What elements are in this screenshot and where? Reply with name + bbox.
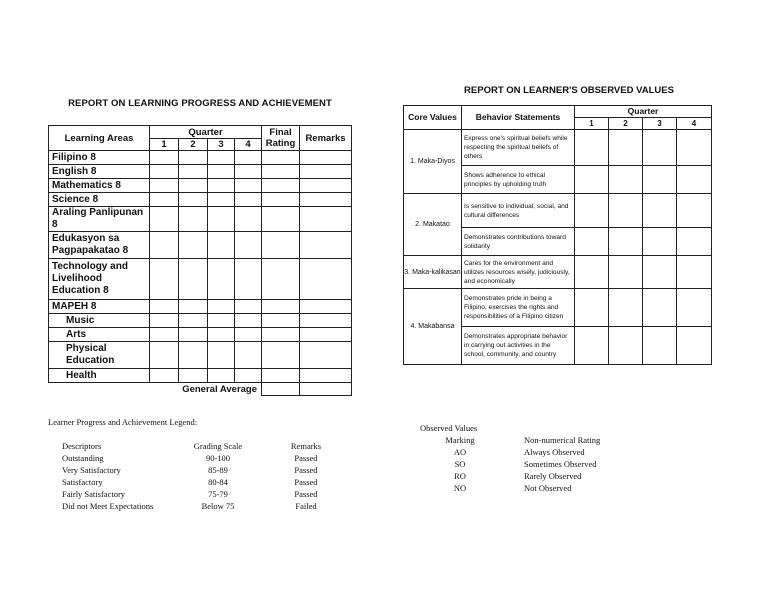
quarter-1-cell[interactable] <box>150 314 179 328</box>
behavior-statement: Demonstrates appropriate behavior in carrying out activities in the school, community, and country <box>462 327 575 365</box>
final-rating-cell[interactable] <box>262 314 300 328</box>
quarter-1-cell[interactable] <box>150 300 179 314</box>
subject-row <box>49 342 352 369</box>
value-quarter-4-cell[interactable] <box>677 228 712 256</box>
quarter-3-cell[interactable] <box>208 193 235 207</box>
subject-row <box>49 259 352 300</box>
quarter-4-cell[interactable] <box>235 165 262 179</box>
quarter-4-cell[interactable] <box>235 369 262 383</box>
legend-remarks: Passed <box>294 489 318 499</box>
values-table <box>403 105 712 365</box>
legend-grading-scale: 85-89 <box>208 465 228 475</box>
value-quarter-4-cell[interactable] <box>677 327 712 365</box>
quarter-2-cell[interactable] <box>179 232 208 259</box>
behavior-statement: Express one's spiritual beliefs while respecting the spiritual beliefs of others <box>462 130 575 166</box>
quarter-2-cell[interactable] <box>179 179 208 193</box>
value-quarter-3-cell[interactable] <box>643 327 677 365</box>
legend-remarks-header: Remarks <box>290 441 322 451</box>
value-quarter-2-cell[interactable] <box>609 256 643 289</box>
legend-descriptor: Satisfactory <box>62 477 103 487</box>
behavior-statement: Shows adherence to ethical principles by upholding truth <box>462 166 575 194</box>
value-quarter-3-cell[interactable] <box>643 166 677 194</box>
subject-row <box>49 151 352 165</box>
final-rating-cell[interactable] <box>262 232 300 259</box>
quarter-4-cell[interactable] <box>235 342 262 369</box>
quarter-4-cell[interactable] <box>235 151 262 165</box>
value-quarter-2-cell[interactable] <box>609 327 643 365</box>
legend-descriptor: Very Satisfactory <box>62 465 121 475</box>
subject-name: Edukasyon sa Pagpapakatao 8 <box>49 232 150 259</box>
value-quarter-4-cell[interactable] <box>677 289 712 327</box>
value-quarter-1-cell[interactable] <box>575 194 609 228</box>
legend-row <box>62 477 342 489</box>
value-quarter-3-cell[interactable] <box>643 256 677 289</box>
remarks-cell[interactable] <box>300 259 352 300</box>
quarter-2-cell[interactable] <box>179 259 208 300</box>
remarks-cell[interactable] <box>300 193 352 207</box>
quarter-2-cell[interactable] <box>179 207 208 232</box>
subject-name: English 8 <box>49 165 150 179</box>
quarter-1-header: 1 <box>150 139 179 151</box>
subject-name: Music <box>49 314 150 328</box>
learning-areas-header: Learning Areas <box>49 126 150 151</box>
final-rating-cell[interactable] <box>262 179 300 193</box>
quarter-1-cell[interactable] <box>150 328 179 342</box>
non-numerical-rating: Not Observed <box>524 483 572 493</box>
marking-code: SO <box>454 459 466 469</box>
quarter-3-cell[interactable] <box>208 300 235 314</box>
behavior-statements-header: Behavior Statements <box>462 106 575 130</box>
quarter-2-cell[interactable] <box>179 369 208 383</box>
behavior-row <box>404 289 712 327</box>
progress-report-title: REPORT ON LEARNING PROGRESS AND ACHIEVEMENT <box>68 98 332 109</box>
quarter-3-cell[interactable] <box>208 259 235 300</box>
progress-table <box>48 125 352 396</box>
quarter-4-cell[interactable] <box>235 193 262 207</box>
legend-descriptor: Outstanding <box>62 453 104 463</box>
remarks-cell[interactable] <box>300 151 352 165</box>
values-quarter-2-header: 2 <box>609 118 643 130</box>
value-quarter-2-cell[interactable] <box>609 289 643 327</box>
legend-grading-scale: 80-84 <box>208 477 228 487</box>
quarter-3-cell[interactable] <box>208 232 235 259</box>
final-rating-cell[interactable] <box>262 207 300 232</box>
quarter-4-cell[interactable] <box>235 259 262 300</box>
quarter-4-cell[interactable] <box>235 207 262 232</box>
non-numerical-rating: Always Observed <box>524 447 585 457</box>
quarter-3-cell[interactable] <box>208 165 235 179</box>
subject-row <box>49 314 352 328</box>
observed-values-title: Observed Values <box>420 423 478 433</box>
non-numerical-rating: Sometimes Observed <box>524 459 597 469</box>
behavior-statement: Cares for the environment and utilizes resources wisely, judiciously, and economically <box>462 256 575 289</box>
value-quarter-3-cell[interactable] <box>643 194 677 228</box>
values-quarter-4-header: 4 <box>677 118 712 130</box>
non-numerical-rating-header: Non-numerical Rating <box>524 435 601 445</box>
values-quarter-1-header: 1 <box>575 118 609 130</box>
remarks-cell[interactable] <box>300 328 352 342</box>
values-quarter-header: Quarter <box>575 106 712 118</box>
legend-grading-scale: Below 75 <box>201 501 235 511</box>
subject-row <box>49 232 352 259</box>
legend-descriptor: Fairly Satisfactory <box>62 489 126 499</box>
grading-scale-header: Grading Scale <box>193 441 243 451</box>
quarter-2-cell[interactable] <box>179 151 208 165</box>
quarter-4-cell[interactable] <box>235 300 262 314</box>
marking-code: NO <box>453 483 467 493</box>
quarter-2-cell[interactable] <box>179 328 208 342</box>
quarter-1-cell[interactable] <box>150 232 179 259</box>
core-value-label: 1. Maka-Diyos <box>404 130 462 194</box>
final-rating-cell[interactable] <box>262 165 300 179</box>
value-quarter-4-cell[interactable] <box>677 194 712 228</box>
quarter-2-header: 2 <box>179 139 208 151</box>
legend-row <box>62 501 342 513</box>
observed-legend-header-row <box>432 435 672 447</box>
subject-row <box>49 193 352 207</box>
remarks-cell[interactable] <box>300 369 352 383</box>
general-average-remarks-cell[interactable] <box>300 383 352 396</box>
legend-row <box>62 489 342 501</box>
final-rating-cell[interactable] <box>262 259 300 300</box>
quarter-3-cell[interactable] <box>208 328 235 342</box>
legend-row <box>62 453 342 465</box>
final-rating-cell[interactable] <box>262 151 300 165</box>
general-average-label: General Average <box>182 383 258 395</box>
observed-row <box>432 471 672 483</box>
subject-row <box>49 165 352 179</box>
remarks-cell[interactable] <box>300 314 352 328</box>
descriptors-header: Descriptors <box>62 441 102 451</box>
remarks-cell[interactable] <box>300 300 352 314</box>
core-value-label: 4. Makabansa <box>404 289 462 365</box>
marking-header: Marking <box>445 435 475 445</box>
quarter-3-cell[interactable] <box>208 314 235 328</box>
core-values-header: Core Values <box>404 106 462 130</box>
quarter-4-cell[interactable] <box>235 232 262 259</box>
quarter-3-cell[interactable] <box>208 151 235 165</box>
subject-name: Mathematics 8 <box>49 179 150 193</box>
quarter-header: Quarter <box>150 126 262 139</box>
remarks-cell[interactable] <box>300 207 352 232</box>
remarks-cell[interactable] <box>300 232 352 259</box>
legend-remarks: Passed <box>294 465 318 475</box>
marking-code: AO <box>453 447 467 457</box>
subject-name: Health <box>49 369 150 383</box>
value-quarter-2-cell[interactable] <box>609 194 643 228</box>
final-rating-cell[interactable] <box>262 328 300 342</box>
quarter-3-cell[interactable] <box>208 369 235 383</box>
value-quarter-2-cell[interactable] <box>609 166 643 194</box>
subject-name: Physical Education <box>49 342 150 369</box>
legend-grading-scale: 75-79 <box>208 489 228 499</box>
value-quarter-1-cell[interactable] <box>575 289 609 327</box>
quarter-4-cell[interactable] <box>235 314 262 328</box>
value-quarter-4-cell[interactable] <box>677 130 712 166</box>
final-rating-header: Final Rating <box>262 126 300 151</box>
legend-row <box>62 465 342 477</box>
remarks-header: Remarks <box>300 126 352 151</box>
subject-name: MAPEH 8 <box>49 300 150 314</box>
quarter-2-cell[interactable] <box>179 314 208 328</box>
quarter-1-cell[interactable] <box>150 342 179 369</box>
quarter-1-cell[interactable] <box>150 369 179 383</box>
observed-row <box>432 447 672 459</box>
subject-name: Filipino 8 <box>49 151 150 165</box>
remarks-cell[interactable] <box>300 342 352 369</box>
quarter-1-cell[interactable] <box>150 165 179 179</box>
quarter-3-cell[interactable] <box>208 179 235 193</box>
quarter-4-cell[interactable] <box>235 179 262 193</box>
final-rating-cell[interactable] <box>262 369 300 383</box>
progress-legend-header-row <box>62 441 342 453</box>
subject-row <box>49 328 352 342</box>
value-quarter-1-cell[interactable] <box>575 130 609 166</box>
final-rating-cell[interactable] <box>262 193 300 207</box>
subject-name: Science 8 <box>49 193 150 207</box>
value-quarter-3-cell[interactable] <box>643 289 677 327</box>
subject-row <box>49 369 352 383</box>
behavior-statement: Demonstrates contributions toward solidarity <box>462 228 575 256</box>
progress-legend-title: Learner Progress and Achievement Legend: <box>48 417 198 427</box>
final-rating-cell[interactable] <box>262 342 300 369</box>
values-report-title: REPORT ON LEARNER'S OBSERVED VALUES <box>464 85 674 96</box>
quarter-1-cell[interactable] <box>150 179 179 193</box>
quarter-1-cell[interactable] <box>150 207 179 232</box>
observed-row <box>432 483 672 495</box>
quarter-3-header: 3 <box>208 139 235 151</box>
value-quarter-1-cell[interactable] <box>575 256 609 289</box>
non-numerical-rating: Rarely Observed <box>524 471 582 481</box>
value-quarter-1-cell[interactable] <box>575 228 609 256</box>
core-value-label: 3. Maka-kalikasan <box>404 256 462 289</box>
quarter-2-cell[interactable] <box>179 193 208 207</box>
quarter-2-cell[interactable] <box>179 165 208 179</box>
subject-row <box>49 179 352 193</box>
value-quarter-2-cell[interactable] <box>609 130 643 166</box>
value-quarter-2-cell[interactable] <box>609 228 643 256</box>
behavior-row <box>404 130 712 166</box>
core-value-label: 2. Makatao <box>404 194 462 256</box>
quarter-2-cell[interactable] <box>179 300 208 314</box>
values-quarter-3-header: 3 <box>643 118 677 130</box>
observed-row <box>432 459 672 471</box>
legend-remarks: Passed <box>294 477 318 487</box>
value-quarter-4-cell[interactable] <box>677 256 712 289</box>
subject-row <box>49 207 352 232</box>
quarter-3-cell[interactable] <box>208 207 235 232</box>
quarter-3-cell[interactable] <box>208 342 235 369</box>
subject-name: Technology and Livelihood Education 8 <box>49 259 150 300</box>
quarter-4-header: 4 <box>235 139 262 151</box>
behavior-row <box>404 194 712 228</box>
value-quarter-3-cell[interactable] <box>643 130 677 166</box>
value-quarter-1-cell[interactable] <box>575 166 609 194</box>
subject-row <box>49 300 352 314</box>
legend-remarks: Failed <box>295 501 317 511</box>
remarks-cell[interactable] <box>300 179 352 193</box>
value-quarter-3-cell[interactable] <box>643 228 677 256</box>
subject-name: Araling Panlipunan 8 <box>49 207 150 232</box>
behavior-statement: Demonstrates pride in being a Filipino, exercises the rights and responsibilities of a Filipino citizen <box>462 289 575 327</box>
legend-grading-scale: 90-100 <box>205 453 231 463</box>
behavior-row <box>404 256 712 289</box>
subject-name: Arts <box>49 328 150 342</box>
behavior-statement: Is sensitive to individual, social, and cultural differences <box>462 194 575 228</box>
quarter-2-cell[interactable] <box>179 342 208 369</box>
quarter-1-cell[interactable] <box>150 151 179 165</box>
value-quarter-1-cell[interactable] <box>575 327 609 365</box>
quarter-4-cell[interactable] <box>235 328 262 342</box>
remarks-cell[interactable] <box>300 165 352 179</box>
general-average-final-cell[interactable] <box>262 383 300 396</box>
marking-code: RO <box>454 471 466 481</box>
legend-remarks: Passed <box>294 453 318 463</box>
final-rating-cell[interactable] <box>262 300 300 314</box>
legend-descriptor: Did not Meet Expectations <box>62 501 154 511</box>
quarter-1-cell[interactable] <box>150 193 179 207</box>
value-quarter-4-cell[interactable] <box>677 166 712 194</box>
quarter-1-cell[interactable] <box>150 259 179 300</box>
